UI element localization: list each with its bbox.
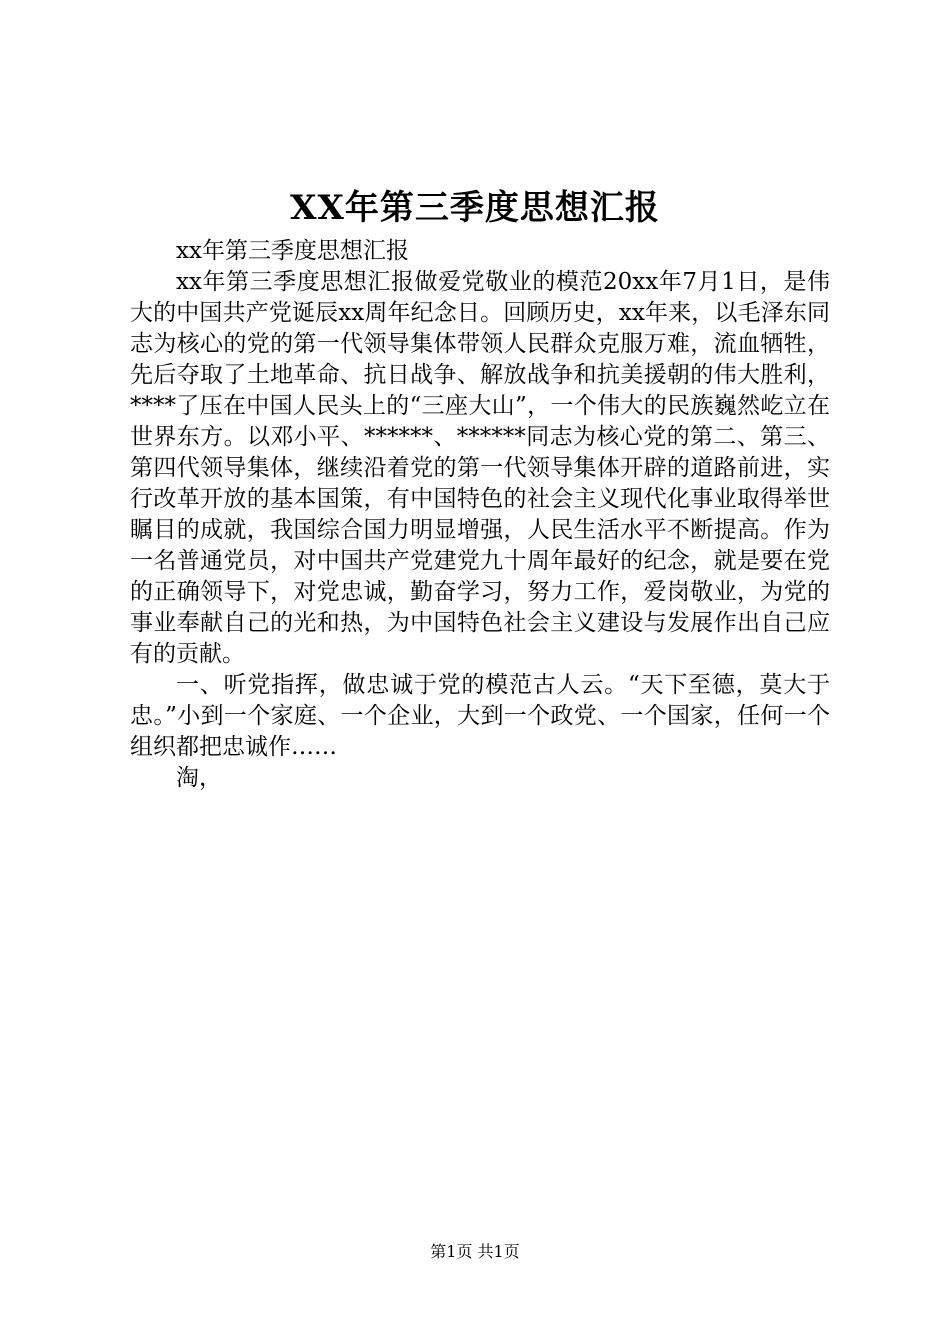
paragraph-section-one: 一、听党指挥，做忠诚于党的模范古人云。“天下至德，莫大于忠。”小到一个家庭、一个企业，大到一个政党、一个国家，任何一个组织都把忠诚作…… (130, 672, 830, 760)
paragraph-subtitle: xx年第三季度思想汇报 (176, 238, 409, 264)
document-body (130, 236, 830, 794)
paragraph-intro: xx年第三季度思想汇报做爱党敬业的模范20xx年7月1日，是伟大的中国共产党诞辰xx周年纪念日。回顾历史，xx年来，以毛泽东同志为核心的党的第一代领导集体带领人民群众克服万难，流血牺牲，先后夺取了土地革命、抗日战争、解放战争和抗美援朝的伟大胜利，****了压在中国人民头上的“三座大山”，一个伟大的民族巍然屹立在世界东方。以邓小平、******、******同志为核心党的第二、第三、第四代领导集体，继续沿着党的第一代领导集体开辟的道路前进，实行改革开放的基本国策，有中国特色的社会主义现代化事业取得举世瞩目的成就，我国综合国力明显增强，人民生活水平不断提高。作为一名普通党员，对中国共产党建党九十周年最好的纪念，就是要在党的正确领导下，对党忠诚，勤奋学习，努力工作，爱岗敬业，为党的事业奉献自己的光和热，为中国特色社会主义建设与发展作出自己应有的贡献。 (130, 269, 830, 667)
paragraph-tail: 淘， (176, 765, 222, 791)
page-number-footer: 第1页 共1页 (430, 1242, 520, 1261)
document-title: XX年第三季度思想汇报 (290, 188, 660, 228)
